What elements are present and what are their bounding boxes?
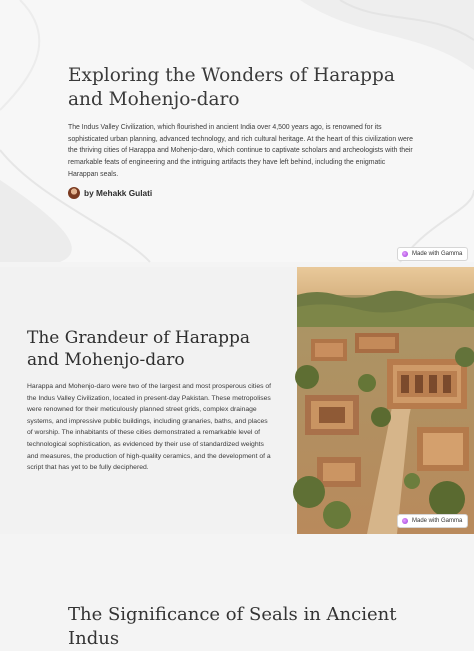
page-title: Exploring the Wonders of Harappa and Mohenjo-daro xyxy=(68,65,395,110)
section-title: The Significance of Seals in Ancient Indus xyxy=(68,604,397,649)
author-name: by Mehakk Gulati xyxy=(84,188,153,198)
intro-paragraph: The Indus Valley Civilization, which flourished in ancient India over 4,500 years ago, is renowned for its sophisticated urban planning, advanced technology, and rich cultural heritage. At the heart of this civilization were the thriving cities of Harappa and Mohenjo-daro, which continue to captivate scholars and archeologists with their remarkable feats of engineering and the intriguing artifacts they have left behind, including the enigmatic Harappan seals. xyxy=(68,124,413,178)
seals-slide xyxy=(0,539,474,649)
made-with-gamma-button[interactable] xyxy=(397,247,468,261)
author-byline xyxy=(68,186,152,200)
avatar xyxy=(68,187,80,199)
grandeur-slide xyxy=(0,267,474,534)
gamma-logo-icon xyxy=(402,518,408,524)
ruins-aerial-image xyxy=(297,267,474,534)
badge-label: Made with Gamma xyxy=(412,518,463,524)
section-title: The Grandeur of Harappa and Mohenjo-daro xyxy=(27,328,251,370)
title-slide xyxy=(0,0,474,262)
made-with-gamma-button-2[interactable] xyxy=(397,514,468,528)
badge-label: Made with Gamma xyxy=(412,251,463,257)
section-body: Harappa and Mohenjo-daro were two of the largest and most prosperous cities of the Indus Valley Civilization, located in present-day Pakistan. These metropolises were renowned for their meticulously planned street grids, complex drainage systems, and impressive public buildings, including granaries, baths, and places of worship. The inhabitants of these cities demonstrated a remarkable level of technological sophistication, as evidenced by their use of standardized weights and measures, the production of high-quality ceramics, and the development of a script that has yet to be fully deciphered. xyxy=(27,383,272,472)
gamma-logo-icon xyxy=(402,251,408,257)
